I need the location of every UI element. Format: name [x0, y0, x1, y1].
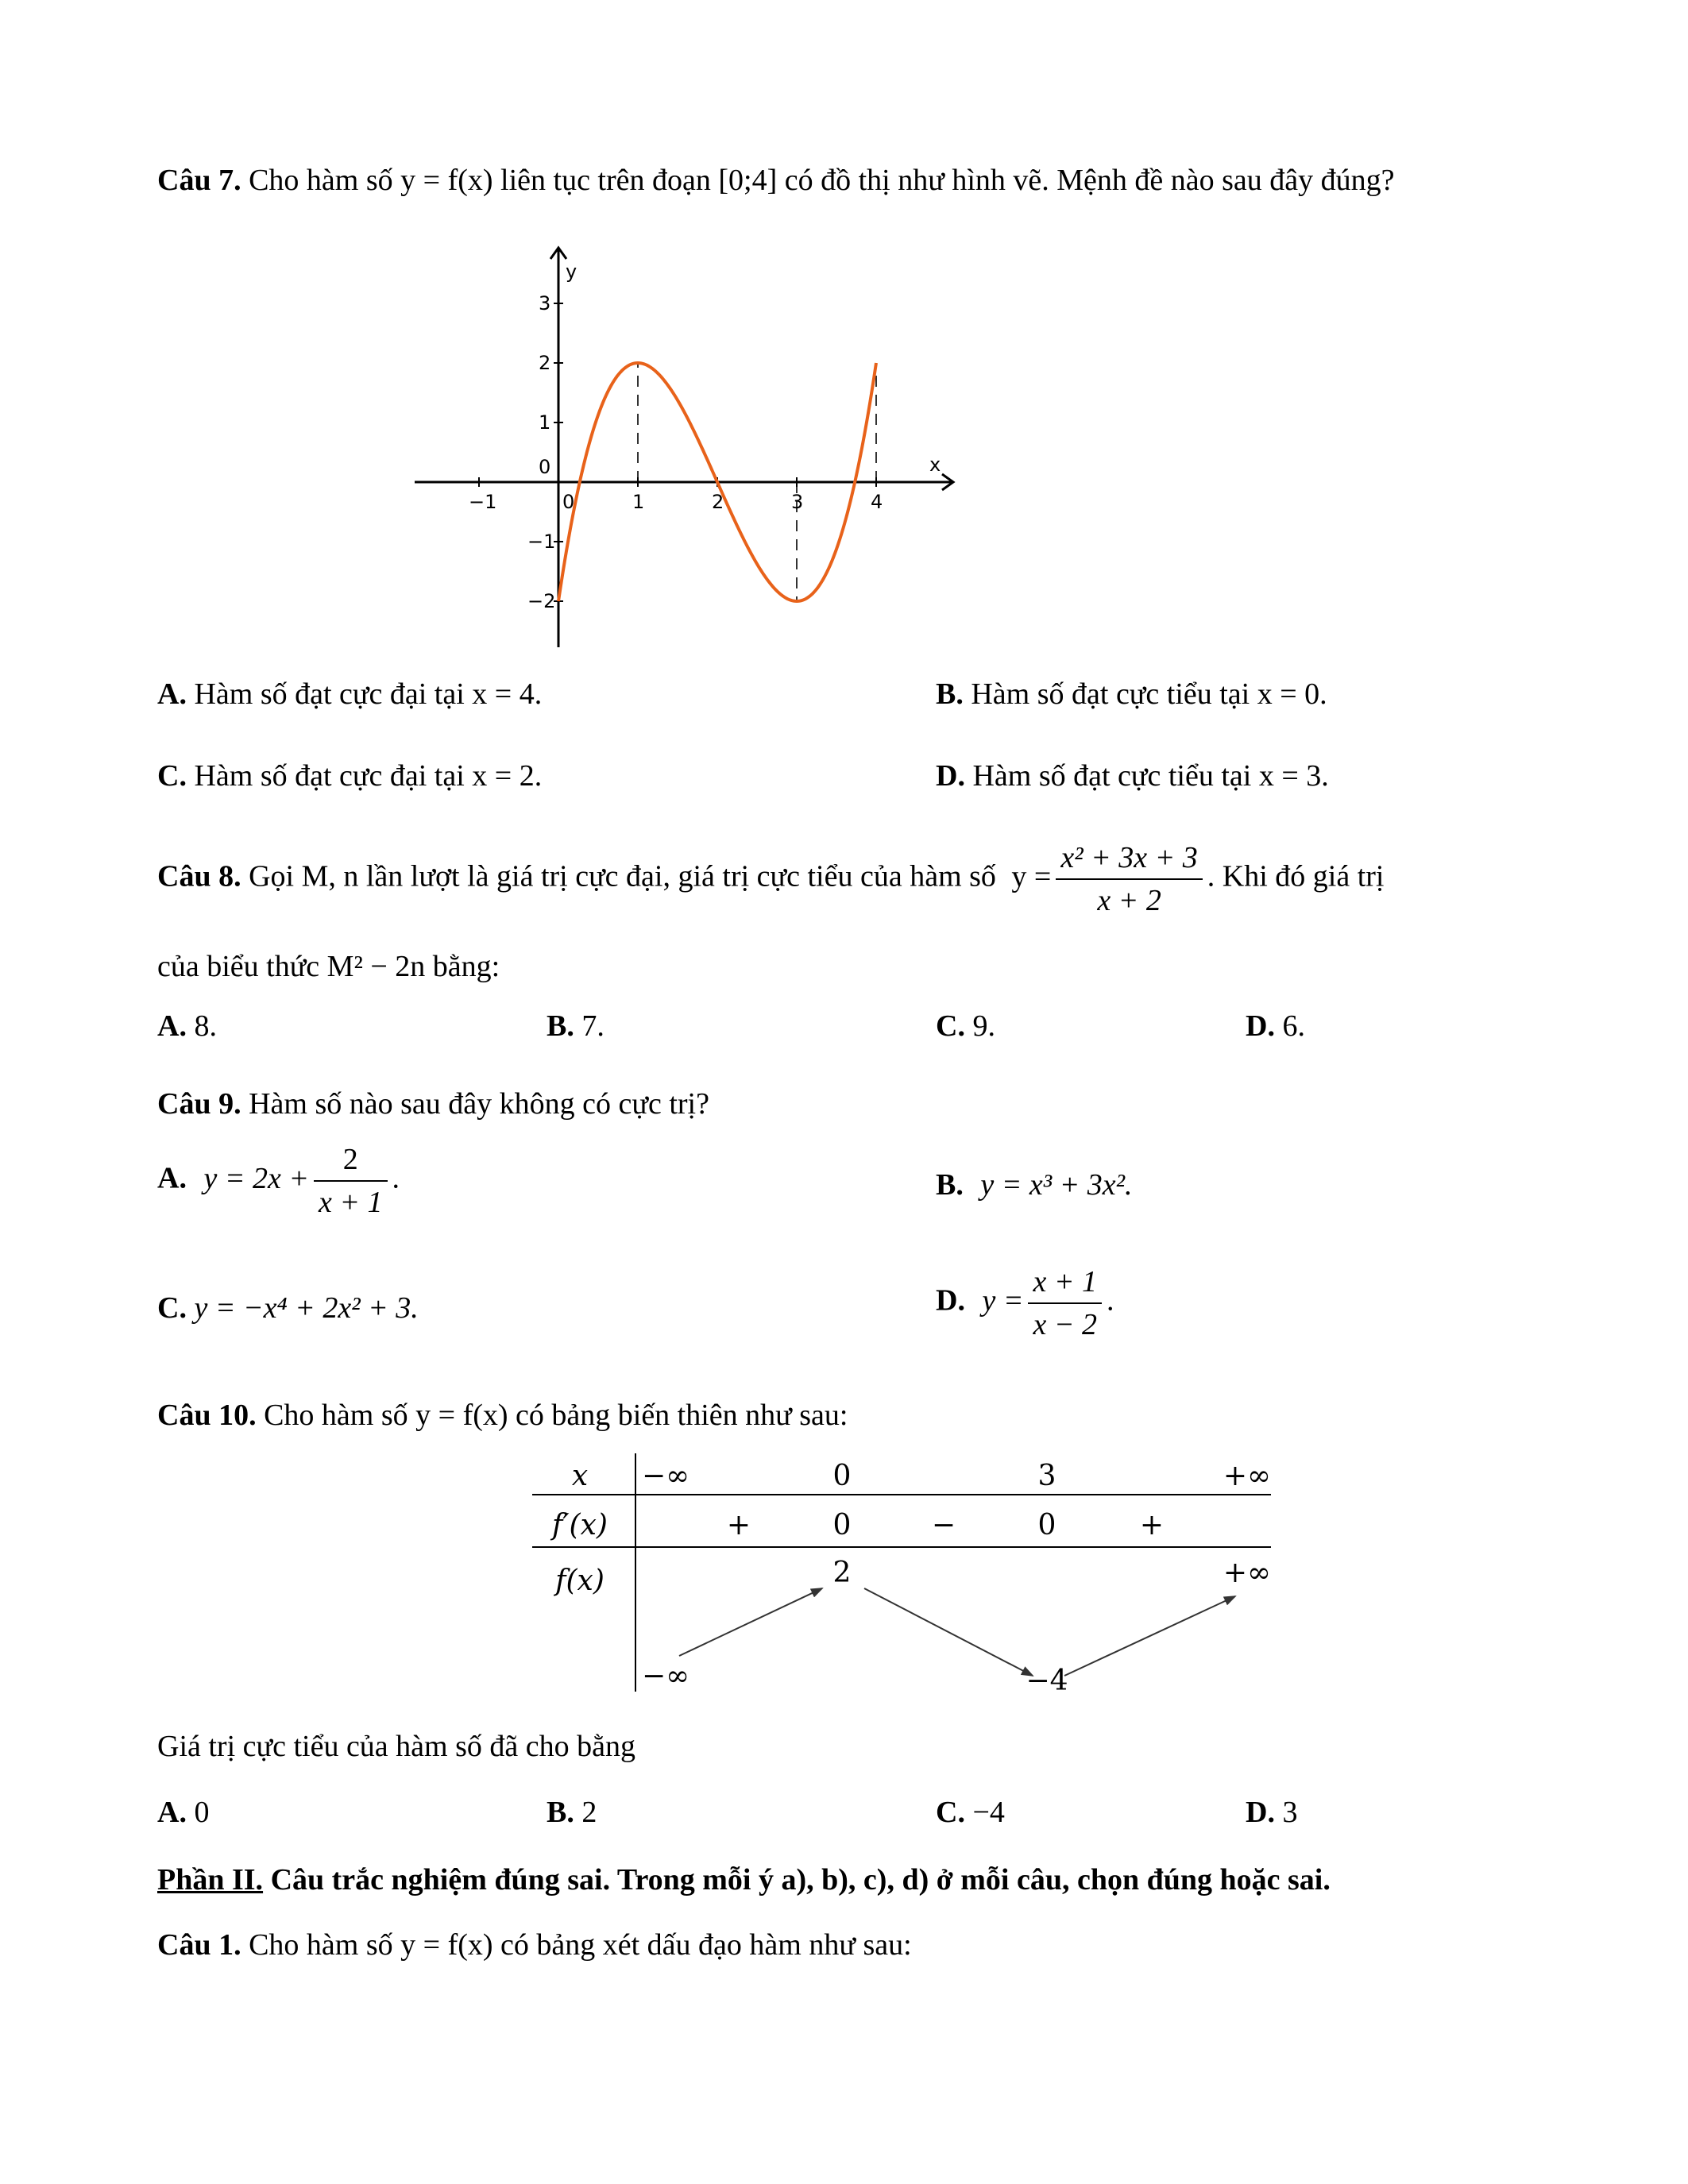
q7-option-c-text: Hàm số đạt cực đại tại x = 2.	[194, 759, 543, 793]
q9-a-num: 2	[314, 1142, 388, 1182]
q9-option-d-letter: D.	[936, 1283, 965, 1318]
fp-zero-1: 0	[832, 1509, 852, 1542]
q8-text-b: . Khi đó giá trị	[1207, 859, 1385, 893]
q8-frac-den: x + 2	[1097, 884, 1161, 917]
q9-option-c-text: y = −x⁴ + 2x² + 3.	[194, 1291, 419, 1325]
part2-text: Câu trắc nghiệm đúng sai. Trong mỗi ý a), b), c), d) ở mỗi câu, chọn đúng hoặc sai.	[270, 1863, 1331, 1897]
q10-option-b-letter: B.	[547, 1796, 574, 1829]
arrow-up-1	[679, 1588, 822, 1656]
fp-sign-2: −	[931, 1509, 956, 1542]
q9-option-a-pre: y = 2x +	[203, 1161, 309, 1195]
q9-d-num: x + 1	[1028, 1264, 1102, 1304]
q10-label: Câu 10.	[157, 1399, 257, 1432]
q7-option-b[interactable]	[936, 677, 1327, 712]
q8-option-c[interactable]	[936, 1009, 995, 1044]
q10-option-a[interactable]	[157, 1795, 209, 1830]
q8-option-b[interactable]	[547, 1009, 605, 1044]
q8-stem	[157, 840, 1384, 918]
q8-line2: của biểu thức M² − 2n bằng:	[157, 950, 500, 983]
q9-option-b-text: y = x³ + 3x².	[980, 1168, 1133, 1202]
f-val-pos-inf: +∞	[1223, 1557, 1271, 1589]
arrow-up-2	[1064, 1596, 1235, 1676]
variation-table	[508, 1445, 1287, 1707]
q8-option-d-letter: D.	[1246, 1009, 1275, 1043]
f-val-neg4: −4	[1026, 1665, 1068, 1697]
q10-option-c-letter: C.	[936, 1796, 965, 1829]
q8-option-c-text: 9.	[972, 1009, 995, 1043]
x-tick-1: 1	[632, 491, 645, 513]
q7-label: Câu 7.	[157, 164, 241, 197]
q9-option-d[interactable]	[936, 1264, 1114, 1342]
x-val-neg-inf: −∞	[642, 1460, 690, 1492]
x-val-3: 3	[1037, 1460, 1056, 1492]
q10-option-a-letter: A.	[157, 1796, 187, 1829]
p2q1-text: Cho hàm số y = f(x) có bảng xét dấu đạo hàm như sau:	[249, 1928, 912, 1962]
q8-option-c-letter: C.	[936, 1009, 965, 1043]
q9-option-b[interactable]	[936, 1167, 1133, 1202]
q8-frac-num: x² + 3x + 3	[1056, 840, 1202, 880]
q9-option-d-pre: y =	[982, 1283, 1024, 1318]
q7-option-d[interactable]	[936, 758, 1329, 793]
q10-option-c[interactable]	[936, 1795, 1005, 1830]
q10-stem	[157, 1398, 848, 1433]
row-x-label: x	[571, 1460, 589, 1492]
q7-option-d-letter: D.	[936, 759, 965, 793]
q10-option-d-letter: D.	[1246, 1796, 1275, 1829]
x-tick-neg1: −1	[469, 491, 497, 513]
q8-text-a: Gọi M, n lần lượt là giá trị cực đại, giá trị cực tiểu của hàm số	[249, 859, 996, 893]
x-tick-2: 2	[712, 491, 724, 513]
row-fp-label: f′(x)	[552, 1509, 608, 1542]
q8-fraction	[1056, 840, 1202, 918]
q9-d-den: x − 2	[1033, 1308, 1097, 1341]
q8-option-d-text: 6.	[1282, 1009, 1305, 1043]
fp-zero-2: 0	[1037, 1509, 1056, 1542]
q8-y-eq: y =	[1011, 859, 1052, 893]
q9-stem	[157, 1086, 709, 1121]
q8-option-a-letter: A.	[157, 1009, 187, 1043]
q7-option-c[interactable]	[157, 758, 542, 793]
q8-option-b-letter: B.	[547, 1009, 574, 1043]
q7-text: Cho hàm số y = f(x) liên tục trên đoạn [0;4] có đồ thị như hình vẽ. Mệnh đề nào sau đây đúng?	[249, 164, 1395, 197]
x-tick-3: 3	[791, 491, 804, 513]
q10-question: Giá trị cực tiểu của hàm số đã cho bằng	[157, 1730, 635, 1763]
q9-text: Hàm số nào sau đây không có cực trị?	[249, 1087, 709, 1121]
q8-label: Câu 8.	[157, 859, 241, 893]
q7-option-c-letter: C.	[157, 759, 187, 793]
q9-option-b-letter: B.	[936, 1168, 964, 1202]
q7-option-b-text: Hàm số đạt cực tiểu tại x = 0.	[971, 677, 1327, 711]
q10-option-d-text: 3	[1282, 1796, 1298, 1829]
q7-option-a-letter: A.	[157, 677, 187, 711]
q9-option-c[interactable]	[157, 1291, 419, 1325]
q10-option-b[interactable]	[547, 1795, 597, 1830]
q9-option-a-fraction	[314, 1142, 388, 1220]
y-tick-1: 1	[539, 411, 551, 434]
x-tick-4: 4	[871, 491, 883, 513]
q9-option-a[interactable]	[157, 1142, 400, 1220]
y-tick-neg2: −2	[527, 590, 556, 612]
q7-option-a[interactable]	[157, 677, 542, 712]
q8-option-b-text: 7.	[581, 1009, 605, 1043]
q7-option-b-letter: B.	[936, 677, 964, 711]
q10-option-b-text: 2	[581, 1796, 597, 1829]
row-f-label: f(x)	[555, 1565, 605, 1597]
fp-sign-1: +	[726, 1509, 751, 1542]
q9-option-d-post: .	[1106, 1283, 1114, 1318]
q7-stem	[157, 163, 1395, 198]
x-tick-0: 0	[562, 491, 575, 513]
y-tick-0: 0	[539, 456, 551, 478]
q9-a-den: x + 1	[318, 1186, 383, 1219]
y-tick-3: 3	[539, 292, 551, 314]
f-val-neg-inf: −∞	[642, 1660, 690, 1692]
q10-option-c-text: −4	[972, 1796, 1005, 1829]
f-val-2: 2	[832, 1557, 852, 1589]
q7-option-a-text: Hàm số đạt cực đại tại x = 4.	[194, 677, 543, 711]
q7-option-d-text: Hàm số đạt cực tiểu tại x = 3.	[972, 759, 1329, 793]
y-axis-label: y	[566, 260, 577, 283]
q7-graph	[397, 238, 969, 667]
q10-option-a-text: 0	[194, 1796, 210, 1829]
q10-option-d[interactable]	[1246, 1795, 1297, 1830]
q9-option-c-letter: C.	[157, 1291, 187, 1325]
q9-label: Câu 9.	[157, 1087, 241, 1121]
y-tick-neg1: −1	[527, 531, 556, 553]
x-val-pos-inf: +∞	[1223, 1460, 1271, 1492]
q9-option-a-post: .	[392, 1161, 400, 1195]
x-val-0: 0	[832, 1460, 852, 1492]
fp-sign-3: +	[1139, 1509, 1165, 1542]
p2q1-label: Câu 1.	[157, 1928, 241, 1962]
q9-option-d-fraction	[1028, 1264, 1102, 1342]
arrow-down	[864, 1588, 1033, 1676]
q8-option-a-text: 8.	[194, 1009, 217, 1043]
p2q1-stem	[157, 1927, 912, 1962]
q9-option-a-letter: A.	[157, 1161, 187, 1195]
x-axis-label: x	[929, 453, 941, 476]
y-tick-2: 2	[539, 352, 551, 374]
part2-label: Phần II.	[157, 1863, 264, 1897]
part2-heading	[157, 1862, 1331, 1897]
q8-option-d[interactable]	[1246, 1009, 1305, 1044]
q10-text: Cho hàm số y = f(x) có bảng biến thiên như sau:	[264, 1399, 848, 1432]
q8-option-a[interactable]	[157, 1009, 217, 1044]
